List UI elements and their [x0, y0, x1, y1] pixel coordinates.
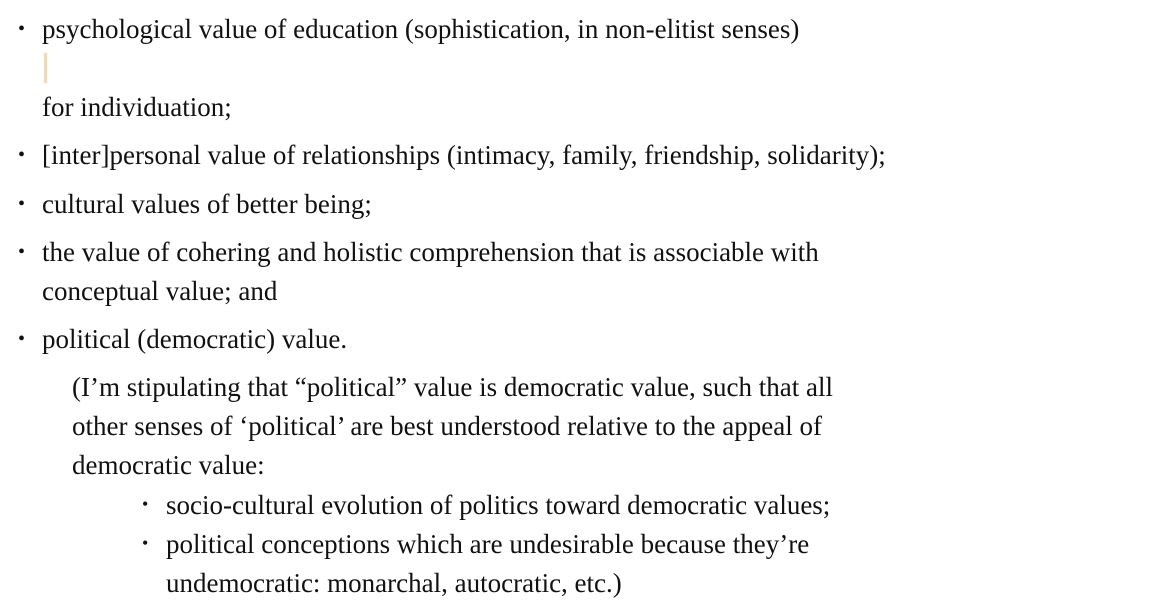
- bullet-icon: •: [18, 192, 26, 215]
- parenthetical-note: [8, 368, 1142, 485]
- list-item: [138, 525, 1142, 603]
- list-item-line-2: for individuation;: [42, 92, 232, 123]
- bullet-icon: •: [18, 18, 26, 40]
- top-level-list: [8, 10, 1142, 359]
- sub-item-line-1: political conceptions which are undesirable because they’re: [166, 528, 810, 559]
- list-item-line-1: the value of cohering and holistic comprehension that is associable with: [42, 236, 819, 267]
- list-item-line-1: psychological value of education (sophistication, in non-elitist senses): [42, 14, 800, 44]
- list-item-line-2: conceptual value; and: [42, 275, 278, 306]
- list-item: [138, 486, 1142, 525]
- sub-level-list: [8, 486, 1142, 603]
- list-item-line-1: [inter]personal value of relationships (intimacy, family, friendship, solidarity);: [42, 140, 886, 171]
- list-item: [8, 10, 1142, 127]
- text-cursor[interactable]: [44, 53, 47, 83]
- bullet-icon: •: [142, 532, 149, 553]
- list-item: [8, 185, 1142, 224]
- list-item: [8, 233, 1142, 311]
- list-item-line-1: cultural values of better being;: [42, 188, 372, 219]
- list-item: [8, 320, 1142, 359]
- bullet-icon: •: [18, 240, 26, 263]
- sub-item-line-1: socio-cultural evolution of politics toward democratic values;: [166, 489, 831, 520]
- list-item-line-1: political (democratic) value.: [42, 323, 348, 354]
- bullet-icon: •: [142, 493, 149, 514]
- bullet-icon: •: [18, 327, 26, 350]
- bullet-icon: •: [18, 144, 26, 167]
- sub-item-line-2: undemocratic: monarchal, autocratic, etc.): [166, 567, 622, 598]
- parenthetical-line-3: democratic value:: [72, 450, 265, 481]
- parenthetical-line-1: (I’m stipulating that “political” value is democratic value, such that all: [72, 372, 833, 403]
- parenthetical-line-2: other senses of ‘political’ are best understood relative to the appeal of: [72, 411, 822, 442]
- list-item: [8, 136, 1142, 175]
